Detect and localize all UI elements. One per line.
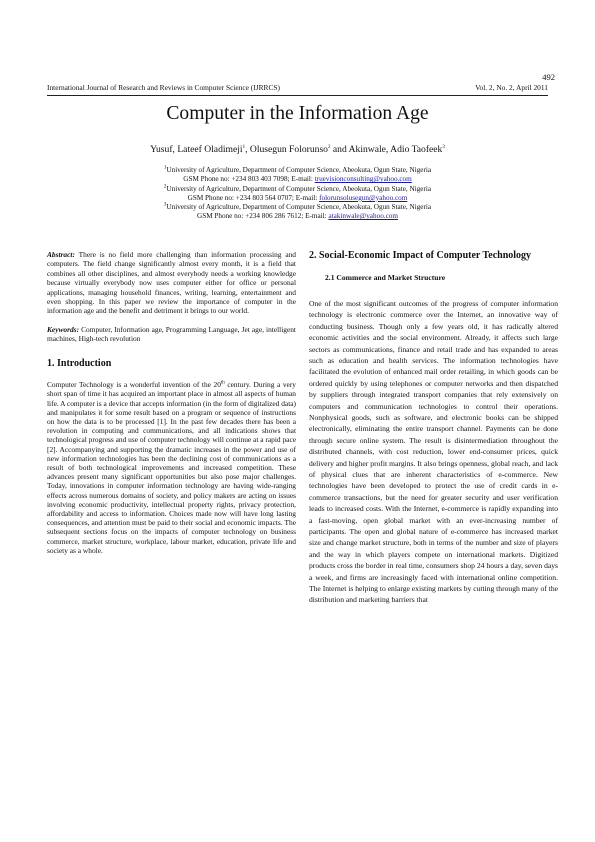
affil-inst: University of Agriculture, Department of Computer Science, Abeokuta, Ogun State, Nigeria [166, 184, 432, 193]
affil-mark: 3 [163, 202, 167, 208]
author-affil-mark: 1 [242, 144, 246, 150]
author-affil-mark: 2 [327, 144, 331, 150]
email-link[interactable]: folorunsolusegun@yahoo.com [319, 193, 408, 202]
section-heading: 1. Introduction [47, 357, 112, 369]
subsection-heading: 2.1 Commerce and Market Structure [325, 272, 446, 282]
affiliation-contact [0, 175, 595, 184]
intro-text: Computer Technology is a wonderful invention of the 20 [47, 380, 221, 390]
affiliation-contact [0, 194, 595, 203]
keywords-label: Keywords: [47, 324, 80, 334]
affiliations [0, 166, 595, 222]
ordinal-suffix: th [220, 380, 225, 386]
volume-info: Vol. 2, No. 2, April 2011 [475, 83, 548, 92]
body-paragraph: One of the most significant outcomes of the progress of computer information technology is electronic commerce over the Internet, an innovative way of conducting business. Though only a few years old, it has radically altered economic activities and the social environment. Already, it affects such large sectors as communications, finance and retail trade and has expanded to areas such as education and health services. The information technologies have facilitated the evolution of enhanced mail order retailing, in which goods can be ordered quickly by using telephones or computer networks and then dispatched by suppliers through integrated transport companies that rely extensively on computers and communication technologies to control their operations. Nonphysical goods, such as software, and electronic books can be shipped electronically, eliminating the entire transport channel. Payments can be done through secure online system. The result is disintermediation throughout the distributed channels, with cost reduction, lower end-consumer prices, quick delivery and higher profit margins. It also brings openness, global reach, and lack of physical clues that are inherent characteristics of e-commerce. New technologies have been developed to protect the use of credit cards in e-commerce transactions, but the need for greater security and user verification leads to increased costs. With the Internet, e-commerce is rapidly expanding into a fast-moving, open global market with an ever-increasing number of participants. The open and global nature of e-commerce has increased market size and change market structure, both in terms of the number and size of players and the way in which players compete on international markets. Digitized products cross the border in real time, consumers shop 24 hours a day, seven days a week, and firms are increasingly faced with international online competition. The Internet is helping to enlarge existing markets by cutting through many of the distribution and marketing barriers that [309, 298, 558, 605]
author-separator: , [245, 144, 250, 155]
journal-name: International Journal of Research and Reviews in Computer Science (IJRRCS) [47, 83, 280, 92]
affil-inst: University of Agriculture, Department of Computer Science, Abeokuta, Ogun State, Nigeria [166, 166, 432, 174]
affiliation-institution [0, 203, 595, 212]
author-separator: and [330, 144, 349, 155]
running-header [47, 83, 548, 96]
intro-text: century. During a very short span of time it has acquired an important place in almost all aspects of human life. A computer is a device that accepts information (in the form of digitalized data) and manipulates it for some result based on a program or sequence of instructions on how the data is to be processed [1]. In the past few decades there has been a revolution in computing and communications, and all indications shows that technological progress and use of computer technology will continue at a rapid pace [2]. Accompanying and supporting the dramatic increases in the power and use of new information technologies has been the declining cost of communications as a result of both technological improvements and increased competition. These advances present many significant opportunities but also pose major challenges. Today, innovations in computer information technology are having wide-ranging effects across numerous domains of society, and policy makers are acting on issues involving economic productivity, intellectual property rights, privacy protection, affordability and access to information. Choices made now will have long lasting consequences, and attention must be paid to their social and economic impacts. The subsequent sections focus on the impacts of computer technology on business commerce, market structure, workplace, labour market, education, private life and society as a whole. [47, 380, 296, 555]
email-link[interactable]: atakinwale@yahoo.com [328, 212, 398, 221]
right-column [309, 250, 558, 606]
keywords-text: Computer, Information age, Programming Language, Jet age, intelligent machines, High-tech revolution [47, 324, 296, 344]
affil-mark: 2 [163, 184, 167, 190]
abstract-label: Abstract: [47, 250, 75, 259]
author-list [0, 144, 595, 155]
affiliation-contact [0, 212, 595, 221]
abstract-text: There is no field more challenging than information processing and computers. The field change significantly almost every month, it is a field that combines all other disciplines, and almost everybody needs a working knowledge because virtually everybody now uses computer either for office or personal applications, managing household finances, writing, learning, entertainment and even shopping. In this paper we review the importance of computer in the information age and the benefit and detriment it brings to our world. [47, 250, 296, 316]
affil-phone: GSM Phone no: +234 803 403 7098; E-mail: [183, 175, 315, 184]
affiliation-institution [0, 166, 595, 175]
affiliation-institution [0, 185, 595, 194]
affil-phone: GSM Phone no: +234 803 564 0707; E-mail: [187, 193, 320, 202]
section-heading: 2. Social-Economic Impact of Computer Technology [309, 250, 532, 261]
keywords [47, 325, 296, 344]
affil-phone: GSM Phone no: +234 806 286 7612; E-mail: [197, 212, 329, 221]
author-affil-mark: 3 [442, 144, 445, 150]
abstract [47, 250, 296, 316]
affil-mark: 1 [163, 165, 167, 171]
email-link[interactable]: truevisionconsulting@yahoo.com [314, 175, 412, 184]
introduction-paragraph [47, 380, 296, 555]
page-number: 492 [542, 72, 555, 82]
author-name: Yusuf, Lateef Oladimeji [150, 144, 243, 155]
author-name: Olusegun Folorunso [249, 144, 328, 155]
affil-inst: University of Agriculture, Department of Computer Science, Abeokuta, Ogun State, Nigeria [166, 203, 432, 212]
left-column [47, 250, 296, 555]
paper-title: Computer in the Information Age [166, 103, 429, 124]
author-name: Akinwale, Adio Taofeek [348, 144, 443, 155]
